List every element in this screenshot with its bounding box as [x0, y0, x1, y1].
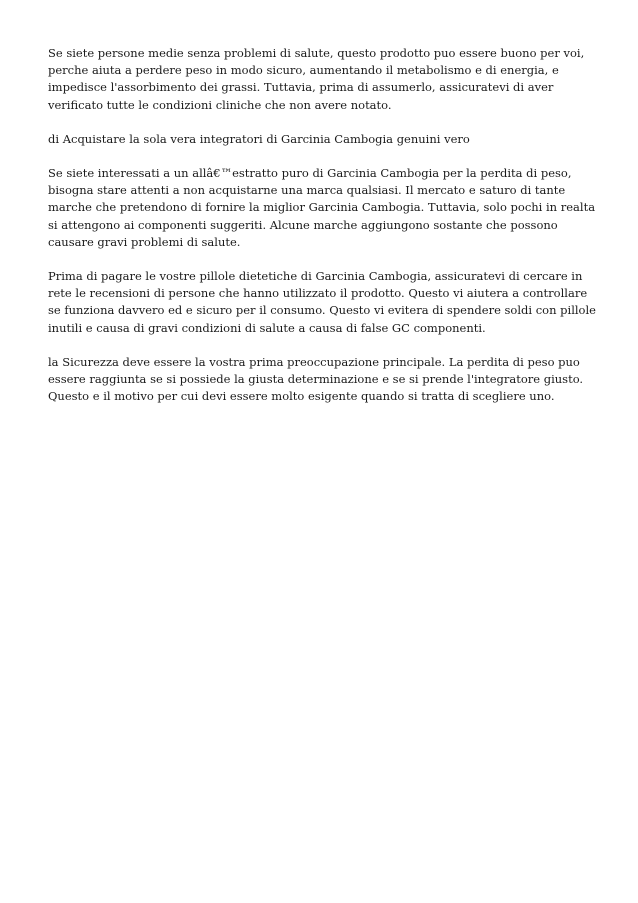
paragraph-sicurezza: la Sicurezza deve essere la vostra prima preoccupazione principale. La perdita di peso puo essere raggiunta se si possiede la giusta determinazione e se si prende l'integratore giusto. Questo e il motivo per cui devi essere molto esigente quando si tratta di scegliere uno. — [48, 354, 584, 404]
document-body — [48, 45, 596, 422]
paragraph-estratto: Se siete interessati a un allâ€™estratto puro di Garcinia Cambogia per la perdita di peso, bisogna stare attenti a non acquistarne una marca qualsiasi. Il mercato e saturo di tante marche che pretendono di fornire la miglior Garcinia Cambogia. Tuttavia, solo pochi in realta si attengono ai componenti suggeriti. Alcune marche aggiungono sostante che possono causare gravi problemi di salute. — [48, 166, 596, 249]
paragraph-recensioni: Prima di pagare le vostre pillole dietetiche di Garcinia Cambogia, assicuratevi di cercare in rete le recensioni di persone che hanno utilizzato il prodotto. Questo vi aiutera a controllare se funziona davvero ed e sicuro per il consumo. Questo vi evitera di spendere soldi con pillole inutili e causa di gravi condizioni di salute a causa di false GC componenti. — [48, 269, 596, 335]
paragraph-intro: Se siete persone medie senza problemi di salute, questo prodotto puo essere buono per voi, perche aiuta a perdere peso in modo sicuro, aumentando il metabolismo e di energia, e impedisce l'assorbimento dei grassi. Tuttavia, prima di assumerlo, assicuratevi di aver verificato tutte le condizioni cliniche che non avere notato. — [48, 46, 585, 112]
paragraph-heading-acquistare: di Acquistare la sola vera integratori di Garcinia Cambogia genuini vero — [48, 131, 470, 146]
